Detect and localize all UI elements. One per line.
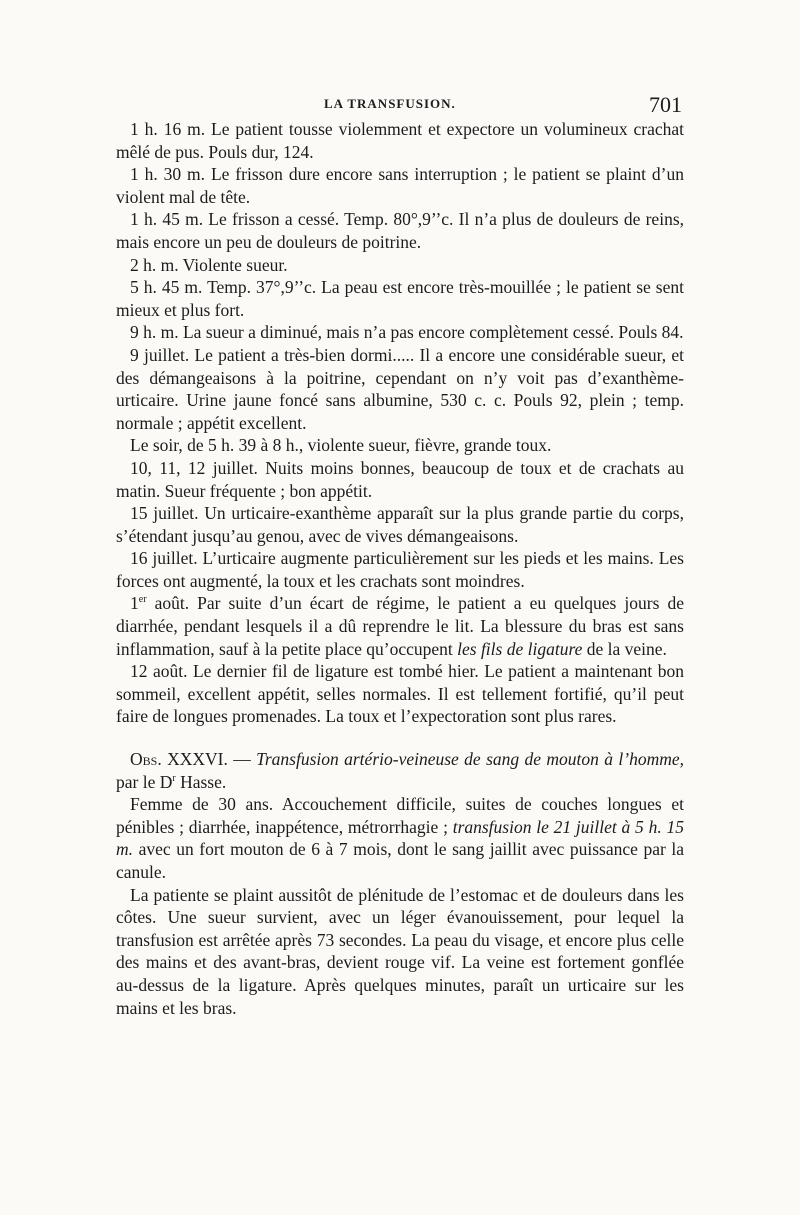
paragraph: 16 juillet. L’urticaire augmente particulièrement sur les pieds et les mains. Les forces ont augmenté, la toux et les crachats sont moindres. xyxy=(116,548,684,591)
ordinal-suffix: er xyxy=(138,594,147,606)
text-segment: avec un fort mouton de 6 à 7 mois, dont le sang jaillit avec puissance par la canule. xyxy=(116,839,684,882)
paragraph: 1 h. 45 m. Le frisson a cessé. Temp. 80°,9’’c. Il n’a plus de douleurs de reins, mais encore un peu de douleurs de poitrine. xyxy=(116,209,684,252)
doctor-suffix: r xyxy=(172,772,176,784)
observation-author: Hasse. xyxy=(175,771,227,792)
paragraph: 10, 11, 12 juillet. Nuits moins bonnes, beaucoup de toux et de crachats au matin. Sueur fréquente ; bon appétit. xyxy=(116,457,684,501)
page-header xyxy=(116,92,684,118)
paragraph: 2 h. m. Violente sueur. xyxy=(130,254,288,275)
italic-segment: transfusion le 21 juillet à 5 h. 15 m. xyxy=(116,816,684,860)
paragraph: 9 h. m. La sueur a diminué, mais n’a pas encore complètement cessé. Pouls 84. xyxy=(130,322,684,343)
paragraph-aout-1 xyxy=(116,592,684,660)
text-segment: de la veine. xyxy=(582,638,667,659)
page-body xyxy=(116,118,684,1019)
paragraph: Le soir, de 5 h. 39 à 8 h., violente sueur, fièvre, grande toux. xyxy=(130,435,552,456)
paragraph: 9 juillet. Le patient a très-bien dormi..... Il a encore une considérable sueur, et des démangeaisons à la poitrine, cependant on n’y voit pas d’exanthème-urticaire. Urine jaune foncé sans albumine, 530 c. c. Pouls 92, plein ; temp. normale ; appétit excellent. xyxy=(116,344,684,433)
book-page xyxy=(116,92,684,1019)
text-segment: août. Par suite d’un écart de régime, le patient a eu quelques jours de diarrhée, pendant lesquels il a dû reprendre le lit. La blessure du bras est sans inflammation, sauf à la petite place qu’occupent xyxy=(116,593,684,659)
paragraph: 1 h. 30 m. Le frisson dure encore sans interruption ; le patient se plaint d’un violent mal de tête. xyxy=(116,164,684,207)
observation-label: Obs. XXXVI. — xyxy=(130,749,257,770)
observation-heading xyxy=(116,748,684,793)
observation-by: par le D xyxy=(116,771,173,792)
observation-title: Transfusion artério-veineuse de sang de mouton à l’homme, xyxy=(256,749,684,770)
page-number: 701 xyxy=(649,92,682,117)
paragraph: 12 août. Le dernier fil de ligature est tombé hier. Le patient a maintenant bon sommeil, excellent appétit, selles normales. Il est tellement fortifié, qu’il peut faire de longues promenades. La toux et l’expectoration sont plus rares. xyxy=(116,661,684,727)
italic-segment: les fils de ligature xyxy=(457,638,583,659)
paragraph-femme xyxy=(116,793,684,883)
date-number: 1 xyxy=(130,593,139,614)
text-segment: Femme de 30 ans. Accouchement difficile, suites de couches longues et pénibles ; diarrhée, inappétence, métrorrhagie ; xyxy=(116,794,684,837)
running-title: LA TRANSFUSION. xyxy=(324,96,456,111)
paragraph: 5 h. 45 m. Temp. 37°,9’’c. La peau est encore très-mouillée ; le patient se sent mieux et plus fort. xyxy=(116,277,684,320)
paragraph: 1 h. 16 m. Le patient tousse violemment et expectore un volumineux crachat mêlé de pus. Pouls dur, 124. xyxy=(116,119,684,162)
paragraph: La patiente se plaint aussitôt de plénitude de l’estomac et de douleurs dans les côtes. Une sueur survient, avec un léger évanouissement, pour lequel la transfusion est arrêtée après 73 secondes. La peau du visage, et encore plus celle des mains et des avant-bras, devient rouge vif. La veine est fortement gonflée au-dessus de la ligature. Après quelques minutes, paraît un urticaire sur les mains et les bras. xyxy=(116,884,684,1018)
paragraph: 15 juillet. Un urticaire-exanthème apparaît sur la plus grande partie du corps, s’étendant jusqu’au genou, avec de vives démangeaisons. xyxy=(116,503,684,546)
